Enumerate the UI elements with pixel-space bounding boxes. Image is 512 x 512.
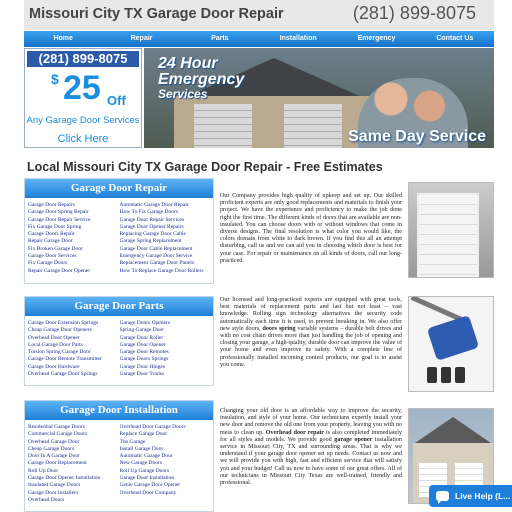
sidebar-link[interactable]: Garage Door Spring Repair (28, 209, 89, 216)
installation-paragraph-text: Changing your old door is an affordable way to improve the security, insulation, and style of your home. Our technicians expertly install your new door and remove the old one from your property, leaving you with no mess to clean up. (220, 408, 402, 436)
remote-icon (441, 367, 451, 383)
hero-banner (144, 48, 494, 148)
sidebar-link[interactable]: Overhead Garage Door Springs (28, 371, 98, 378)
installation-paragraph-text: installation service in Missouri City, TX and surrounding areas. That is why we understand if your garage door opener set up needs. Contact us now and we will provide you with high, fast and efficient service that will satisfy you and your budget! Call us now to have some of our great offers. All of our technicians in Missouri City Texas are well-trained, friendly and professional. (220, 436, 402, 487)
nav-emergency[interactable]: Emergency (357, 35, 396, 42)
hero-tagline: Same Day Service (348, 128, 486, 145)
coupon-off: Off (107, 93, 126, 108)
sidebar-link[interactable]: Repair Garage Door (28, 238, 73, 245)
sidebar-link[interactable]: Garage Door Repairs (28, 202, 75, 208)
main-nav (24, 31, 494, 47)
nav-installation[interactable]: Installation (279, 35, 317, 42)
sidebar-link[interactable]: Garage Door Replacement (28, 460, 87, 467)
sidebar-link[interactable]: Replacing Garage Door Cable (119, 231, 186, 238)
garage-door-graphic (284, 104, 342, 148)
coupon-phone: (281) 899-8075 (27, 51, 139, 67)
installation-links-col-1 (28, 424, 120, 504)
parts-box-title: Garage Door Parts (25, 297, 213, 316)
repair-links-col-2 (120, 202, 212, 275)
garage-door-panel (417, 193, 479, 278)
house-roof (415, 417, 491, 443)
live-help-label: Live Help (L... (455, 491, 511, 501)
sidebar-link[interactable]: Overhead Doors (28, 496, 65, 503)
sidebar-link[interactable]: How To Fix Garage Doors (119, 209, 178, 216)
nav-home[interactable]: Home (53, 35, 73, 42)
coupon-cta[interactable]: Click Here (57, 133, 109, 145)
parts-paragraph-text: Our licensed and long-practiced experts are equipped with great tools, best materials of replacement parts and last but not least – vast knowledge. Rolling sign technology alternatives the security code automatically each time it is used, to prevent breaking in. We also offer new style doors, (220, 297, 402, 332)
repair-links-col-1 (28, 202, 120, 275)
sidebar-link[interactable]: Replace Garage Door (119, 431, 168, 438)
sidebar-link[interactable]: Emergency Garage Door Service (119, 253, 193, 260)
page-heading: Local Missouri City TX Garage Door Repair - Free Estimates (27, 160, 383, 174)
sidebar-link[interactable]: Garage Door Cable Replacement (119, 245, 193, 252)
sidebar-link[interactable]: Garage Door Opener (119, 341, 166, 348)
sidebar-link[interactable]: Overhead Garage Door (28, 438, 80, 445)
sidebar-link[interactable]: Torsion Spring Garage Door (28, 349, 91, 356)
sidebar-link[interactable]: Fix Broken Garage Door (28, 245, 83, 252)
parts-paragraph-text: variable systems – durable belt drives and with no cost chain drives more than just handling the job of opening and closing your garage, a high-quality, durable door can improve the value of your home and even improve its safety. With a complete line of professionally installed incoming control products, our goal is to assist you come. (220, 325, 403, 368)
sidebar-link[interactable]: Garage Door Opener Installation (28, 475, 101, 482)
sidebar-link[interactable]: Garage Doors Repair (28, 231, 75, 238)
sidebar-link[interactable]: Garage Door Remotes (119, 349, 169, 356)
sidebar-link[interactable]: Garage Door Opener Repairs (119, 223, 184, 230)
sidebar-link[interactable]: Spring Garage Door (119, 327, 165, 334)
installation-paragraph-keyword: Overhead door repair (265, 429, 324, 436)
nav-contact-us[interactable]: Contact Us (436, 35, 474, 42)
parts-paragraph (220, 297, 402, 369)
sidebar-link[interactable]: Garage Door Roller (119, 334, 164, 341)
repair-box-title: Garage Door Repair (25, 179, 213, 198)
sidebar-link[interactable]: Garage Door Repair Service (28, 216, 91, 223)
sidebar-link[interactable]: Garage Door Hinges (119, 363, 166, 370)
sidebar-link[interactable]: Repair Garage Door Opener (28, 267, 91, 274)
sidebar-link[interactable]: Fix Garage Door Spring (28, 223, 82, 230)
sidebar-link[interactable]: Garage Door Hardware (28, 363, 80, 370)
sidebar-link[interactable]: Cheap Garage Door Openers (28, 327, 92, 334)
garage-opener-photo (408, 296, 494, 392)
hero-headline-line: Emergency (158, 71, 245, 88)
sidebar-link[interactable]: Overhead Door Company (119, 489, 177, 496)
sidebar-link[interactable]: Garage Door Remote Transmitter (28, 356, 102, 363)
installation-paragraph-text: is also completed immediately for all styles and models. We provide good (220, 429, 402, 443)
sidebar-link[interactable]: Door In A Garage Door (28, 453, 80, 460)
parts-links-col-1 (28, 320, 120, 378)
sidebar-link[interactable]: Commercial Garage Doors (28, 431, 88, 438)
installation-paragraph-keyword: garage opener (334, 436, 373, 443)
coupon-banner[interactable] (24, 48, 142, 148)
sidebar-link[interactable]: Garage Doors Openers (119, 320, 170, 326)
installation-box-title: Garage Door Installation (25, 401, 213, 420)
sidebar-link[interactable]: Overhead Door Garage Doors (119, 424, 186, 430)
sidebar-link[interactable]: Roll Up Garage Doors (119, 467, 170, 474)
sidebar-link[interactable]: Garage Door Installation (119, 475, 175, 482)
sidebar-link[interactable]: Install Garage Door (119, 445, 164, 452)
hero-headline-line: 24 Hour (158, 55, 218, 72)
sidebar-link[interactable]: Garage Doors Springs (119, 356, 169, 363)
coupon-line: Any Garage Door Services (26, 115, 140, 126)
sidebar-link[interactable]: Automatic Garage Door (119, 453, 173, 460)
installation-links-box (24, 400, 214, 512)
sidebar-link[interactable]: Garage Door Repair Services (119, 216, 185, 223)
live-help-button[interactable] (429, 485, 512, 507)
site-title[interactable]: Missouri City TX Garage Door Repair (29, 6, 284, 22)
sidebar-link[interactable]: Garage Door Services (28, 253, 77, 260)
garage-door-photo (408, 182, 494, 278)
sidebar-link[interactable]: Roll Up Door (28, 467, 59, 474)
sidebar-link[interactable]: Automatic Garage Door Repair (119, 202, 189, 208)
chat-bubble-icon (436, 491, 449, 501)
header-phone[interactable]: (281) 899-8075 (352, 3, 476, 23)
garage-door-graphic (194, 104, 252, 148)
hero-subline: Services (158, 87, 208, 101)
installation-paragraph (220, 408, 402, 487)
sidebar-link[interactable]: The Garage (119, 438, 146, 445)
remote-icon (427, 367, 437, 383)
parts-paragraph-keyword: doors spring (262, 325, 296, 332)
installation-links-col-2 (120, 424, 212, 504)
hero-headline (158, 56, 244, 88)
sidebar-link[interactable]: Residential Garage Doors (28, 424, 85, 430)
nav-parts[interactable]: Parts (211, 35, 229, 42)
sidebar-link[interactable]: Overhead Door Opener (28, 334, 80, 341)
parts-links-box (24, 296, 214, 386)
parts-links-col-2 (120, 320, 212, 378)
sidebar-link[interactable]: Garage Door Tracks (119, 371, 165, 378)
sidebar-link[interactable]: Garage Door Extension Springs (28, 320, 99, 326)
sidebar-link[interactable]: How To Replace Garage Door Rollers (119, 267, 204, 274)
site-header (24, 0, 494, 30)
nav-repair[interactable]: Repair (130, 35, 153, 42)
sidebar-link[interactable]: Garage Spring Replacement (119, 238, 182, 245)
sidebar-link[interactable]: Garage Door Installers (28, 489, 79, 496)
sidebar-link[interactable]: Fix Garage Doors (28, 260, 68, 267)
repair-paragraph: Our Company provides high quality of upkeep and set up. Our skilled proficient experts are only good replacements and materials to finish your project. We have the experience and proficiency to make the job done right the first time. The different kinds of doors that are available are non-insulated. You can choose doors with or without windows that come in diverse designs. The final resolution is what color you would like, the colors domain from white to dark brown. If you find this all an attempt disturbing, call us and we can aid you in choosing which door is best for your case. For repair or maintenance on all kinds of doors, call our long-practiced. (220, 193, 402, 264)
coupon-amount: 25 (63, 69, 101, 107)
opener-motor (427, 315, 479, 361)
sidebar-link[interactable]: New Garage Doors (119, 460, 162, 467)
sidebar-link[interactable]: Replacement Garage Door Panels (119, 260, 194, 267)
sidebar-link[interactable]: Genie Garage Door Opener (119, 482, 181, 489)
coupon-dollar: $ (51, 71, 59, 87)
repair-links-box (24, 178, 214, 284)
remote-icon (455, 367, 465, 383)
sidebar-link[interactable]: Cheap Garage Doors (28, 445, 75, 452)
sidebar-link[interactable]: Insulated Garage Doors (28, 482, 81, 489)
sidebar-link[interactable]: Local Garage Door Parts (28, 341, 83, 348)
